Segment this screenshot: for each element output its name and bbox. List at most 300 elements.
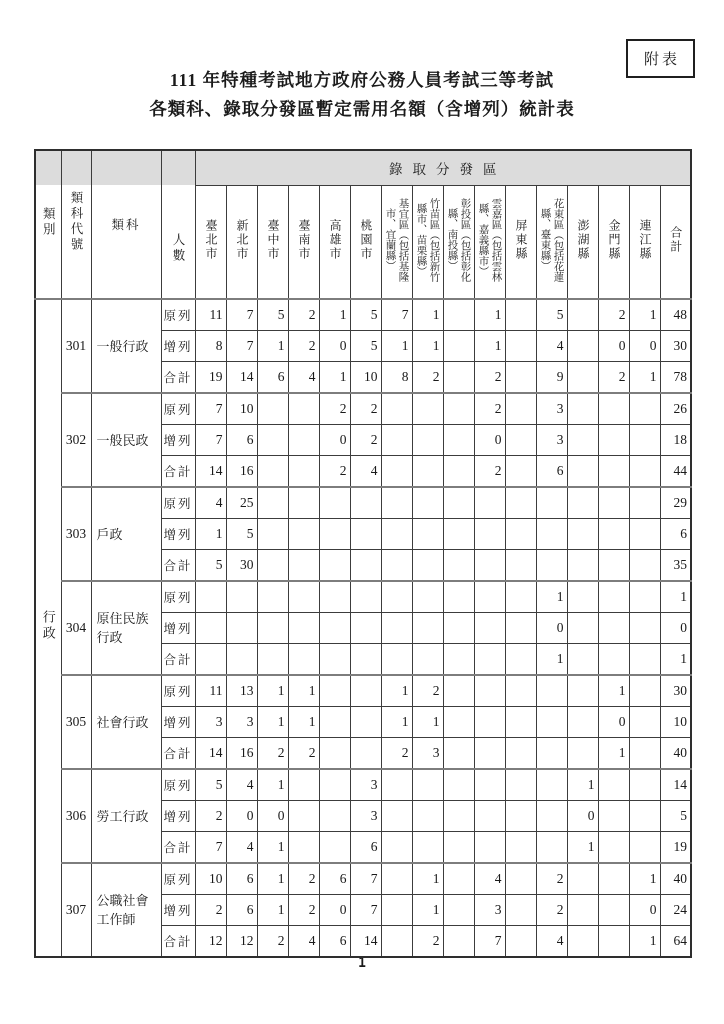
value-cell <box>319 675 350 707</box>
header-count <box>161 150 195 299</box>
region-header-12 <box>567 186 598 300</box>
value-cell <box>598 519 629 550</box>
value-cell: 10 <box>660 707 691 738</box>
value-cell <box>319 581 350 613</box>
row-label-cell: 原列 <box>161 393 195 425</box>
value-cell: 7 <box>474 926 505 958</box>
value-cell <box>598 895 629 926</box>
table-body <box>35 299 691 957</box>
value-cell <box>598 613 629 644</box>
table-row <box>35 299 691 331</box>
region-header-label: 基宜區（包括基隆市、宜蘭縣） <box>384 197 409 282</box>
value-cell: 3 <box>474 895 505 926</box>
region-header-label: 彰投區（包括彰化縣、南投縣） <box>446 197 471 282</box>
value-cell: 1 <box>629 863 660 895</box>
value-cell: 1 <box>257 863 288 895</box>
value-cell <box>257 393 288 425</box>
value-cell: 30 <box>660 331 691 362</box>
value-cell: 6 <box>226 425 257 456</box>
value-cell <box>505 299 536 331</box>
value-cell: 1 <box>257 895 288 926</box>
value-cell <box>288 550 319 582</box>
value-cell <box>319 519 350 550</box>
value-cell: 1 <box>288 707 319 738</box>
value-cell: 1 <box>257 769 288 801</box>
value-cell <box>412 581 443 613</box>
value-cell: 7 <box>350 895 381 926</box>
value-cell: 1 <box>381 331 412 362</box>
value-cell <box>257 644 288 676</box>
region-header-label: 連江縣 <box>638 218 652 261</box>
value-cell: 5 <box>257 299 288 331</box>
value-cell <box>381 550 412 582</box>
value-cell <box>381 863 412 895</box>
value-cell <box>288 487 319 519</box>
value-cell <box>288 769 319 801</box>
region-header-13 <box>598 186 629 300</box>
value-cell <box>257 519 288 550</box>
value-cell <box>443 832 474 864</box>
value-cell: 2 <box>536 895 567 926</box>
value-cell <box>226 581 257 613</box>
value-cell: 7 <box>195 832 226 864</box>
value-cell: 1 <box>412 331 443 362</box>
value-cell <box>567 487 598 519</box>
value-cell <box>381 519 412 550</box>
title-line-2: 各類科、錄取分發區暫定需用名額（含增列）統計表 <box>149 99 575 119</box>
value-cell <box>412 644 443 676</box>
table-row <box>35 769 691 801</box>
value-cell: 3 <box>226 707 257 738</box>
region-header-label: 臺中市 <box>266 218 280 261</box>
value-cell <box>443 707 474 738</box>
value-cell <box>629 393 660 425</box>
value-cell <box>195 581 226 613</box>
value-cell: 2 <box>474 456 505 488</box>
value-cell <box>598 487 629 519</box>
value-cell <box>350 675 381 707</box>
value-cell: 1 <box>381 707 412 738</box>
category-label: 行政 <box>40 610 56 642</box>
value-cell <box>474 581 505 613</box>
header-category <box>35 150 61 299</box>
value-cell <box>567 519 598 550</box>
header-region-span <box>195 150 691 186</box>
value-cell: 14 <box>195 738 226 770</box>
region-header-5 <box>350 186 381 300</box>
page-number: 1 <box>358 956 366 971</box>
value-cell <box>257 425 288 456</box>
value-cell: 19 <box>195 362 226 394</box>
value-cell: 1 <box>598 738 629 770</box>
value-cell: 11 <box>195 299 226 331</box>
value-cell <box>505 675 536 707</box>
value-cell: 6 <box>319 926 350 958</box>
value-cell <box>257 456 288 488</box>
header-region-span-label: 錄取分發區 <box>389 162 507 177</box>
table-row <box>35 393 691 425</box>
region-header-9 <box>474 186 505 300</box>
value-cell: 30 <box>660 675 691 707</box>
region-header-6 <box>381 186 412 300</box>
region-header-label: 金門縣 <box>607 218 621 261</box>
value-cell: 2 <box>474 393 505 425</box>
value-cell: 64 <box>660 926 691 958</box>
row-label-cell: 增列 <box>161 331 195 362</box>
value-cell <box>505 519 536 550</box>
value-cell: 40 <box>660 863 691 895</box>
value-cell: 5 <box>660 801 691 832</box>
value-cell <box>257 613 288 644</box>
value-cell <box>195 613 226 644</box>
value-cell: 5 <box>350 331 381 362</box>
value-cell <box>567 456 598 488</box>
value-cell <box>474 801 505 832</box>
value-cell: 6 <box>319 863 350 895</box>
value-cell: 0 <box>257 801 288 832</box>
value-cell <box>319 707 350 738</box>
value-cell: 3 <box>350 769 381 801</box>
value-cell <box>567 926 598 958</box>
value-cell <box>505 863 536 895</box>
value-cell: 6 <box>226 895 257 926</box>
value-cell: 12 <box>226 926 257 958</box>
value-cell <box>350 550 381 582</box>
row-label-cell: 合計 <box>161 550 195 582</box>
value-cell <box>629 832 660 864</box>
value-cell <box>474 832 505 864</box>
value-cell <box>350 487 381 519</box>
value-cell <box>629 769 660 801</box>
value-cell: 29 <box>660 487 691 519</box>
value-cell <box>598 832 629 864</box>
value-cell: 7 <box>195 425 226 456</box>
row-label-cell: 原列 <box>161 581 195 613</box>
value-cell: 2 <box>412 675 443 707</box>
value-cell <box>598 769 629 801</box>
value-cell: 0 <box>598 707 629 738</box>
header-code-label: 類科代號 <box>69 191 83 253</box>
value-cell: 7 <box>381 299 412 331</box>
value-cell <box>443 769 474 801</box>
value-cell: 2 <box>195 895 226 926</box>
value-cell: 5 <box>226 519 257 550</box>
value-cell: 0 <box>629 895 660 926</box>
value-cell <box>629 738 660 770</box>
value-cell <box>536 550 567 582</box>
value-cell: 12 <box>195 926 226 958</box>
value-cell: 0 <box>598 331 629 362</box>
value-cell <box>443 863 474 895</box>
value-cell: 2 <box>598 299 629 331</box>
header-subject <box>91 150 161 299</box>
value-cell: 4 <box>226 832 257 864</box>
code-cell: 302 <box>61 393 91 487</box>
value-cell <box>474 644 505 676</box>
value-cell <box>381 456 412 488</box>
value-cell <box>598 550 629 582</box>
value-cell: 44 <box>660 456 691 488</box>
value-cell <box>443 738 474 770</box>
value-cell <box>381 581 412 613</box>
row-label-cell: 原列 <box>161 487 195 519</box>
value-cell <box>443 299 474 331</box>
value-cell <box>319 487 350 519</box>
value-cell: 10 <box>350 362 381 394</box>
region-header-2 <box>257 186 288 300</box>
value-cell: 4 <box>226 769 257 801</box>
value-cell <box>505 707 536 738</box>
value-cell: 6 <box>257 362 288 394</box>
value-cell <box>412 456 443 488</box>
value-cell <box>505 832 536 864</box>
region-header-label: 臺南市 <box>297 218 311 261</box>
region-header-label: 高雄市 <box>328 218 342 261</box>
value-cell: 1 <box>412 707 443 738</box>
value-cell <box>536 801 567 832</box>
value-cell <box>443 425 474 456</box>
value-cell: 3 <box>536 425 567 456</box>
value-cell: 7 <box>195 393 226 425</box>
subject-cell: 一般民政 <box>91 393 161 487</box>
value-cell <box>567 738 598 770</box>
value-cell <box>505 393 536 425</box>
value-cell <box>319 769 350 801</box>
value-cell <box>319 644 350 676</box>
value-cell <box>629 581 660 613</box>
value-cell: 14 <box>195 456 226 488</box>
value-cell <box>505 769 536 801</box>
value-cell: 2 <box>412 926 443 958</box>
value-cell <box>598 581 629 613</box>
subject-cell: 原住民族行政 <box>91 581 161 675</box>
code-cell: 305 <box>61 675 91 769</box>
table-row <box>35 863 691 895</box>
value-cell <box>567 613 598 644</box>
code-cell: 301 <box>61 299 91 393</box>
value-cell <box>567 299 598 331</box>
value-cell <box>536 738 567 770</box>
subject-cell: 勞工行政 <box>91 769 161 863</box>
value-cell <box>474 550 505 582</box>
value-cell: 1 <box>412 299 443 331</box>
region-header-label: 雲嘉區（包括雲林縣、嘉義縣市） <box>477 197 502 282</box>
region-header-label: 屏東縣 <box>514 218 528 261</box>
value-cell <box>567 393 598 425</box>
value-cell <box>505 801 536 832</box>
value-cell <box>474 707 505 738</box>
value-cell: 2 <box>288 895 319 926</box>
value-cell: 7 <box>350 863 381 895</box>
value-cell <box>288 613 319 644</box>
value-cell <box>505 926 536 958</box>
value-cell: 8 <box>195 331 226 362</box>
table-row <box>35 487 691 519</box>
value-cell: 2 <box>412 362 443 394</box>
value-cell <box>381 926 412 958</box>
value-cell <box>567 362 598 394</box>
value-cell: 2 <box>536 863 567 895</box>
value-cell: 13 <box>226 675 257 707</box>
value-cell: 2 <box>350 393 381 425</box>
row-label-cell: 增列 <box>161 613 195 644</box>
value-cell <box>474 738 505 770</box>
value-cell: 0 <box>567 801 598 832</box>
value-cell: 5 <box>536 299 567 331</box>
value-cell <box>567 331 598 362</box>
value-cell: 1 <box>319 362 350 394</box>
value-cell <box>567 863 598 895</box>
row-label-cell: 合計 <box>161 738 195 770</box>
row-label-cell: 增列 <box>161 895 195 926</box>
value-cell <box>474 487 505 519</box>
value-cell: 1 <box>660 581 691 613</box>
value-cell <box>629 519 660 550</box>
value-cell: 14 <box>226 362 257 394</box>
value-cell <box>381 425 412 456</box>
value-cell <box>443 801 474 832</box>
value-cell <box>536 675 567 707</box>
row-label-cell: 合計 <box>161 926 195 958</box>
value-cell: 1 <box>474 331 505 362</box>
value-cell: 2 <box>288 738 319 770</box>
value-cell <box>505 613 536 644</box>
value-cell <box>567 550 598 582</box>
row-label-cell: 合計 <box>161 832 195 864</box>
value-cell: 4 <box>474 863 505 895</box>
value-cell: 14 <box>350 926 381 958</box>
value-cell <box>598 425 629 456</box>
value-cell <box>598 644 629 676</box>
value-cell <box>505 456 536 488</box>
subject-cell: 一般行政 <box>91 299 161 393</box>
value-cell <box>412 801 443 832</box>
region-header-1 <box>226 186 257 300</box>
value-cell <box>443 895 474 926</box>
value-cell <box>350 738 381 770</box>
value-cell <box>257 550 288 582</box>
value-cell: 11 <box>195 675 226 707</box>
value-cell: 0 <box>660 613 691 644</box>
value-cell: 1 <box>412 895 443 926</box>
value-cell: 1 <box>474 299 505 331</box>
value-cell <box>412 393 443 425</box>
row-label-cell: 增列 <box>161 707 195 738</box>
header-code <box>61 150 91 299</box>
value-cell <box>381 644 412 676</box>
table-row <box>35 675 691 707</box>
row-label-cell: 合計 <box>161 644 195 676</box>
code-cell: 303 <box>61 487 91 581</box>
value-cell <box>319 832 350 864</box>
value-cell <box>226 613 257 644</box>
value-cell <box>257 581 288 613</box>
value-cell <box>474 675 505 707</box>
region-header-label: 桃園市 <box>359 218 373 261</box>
value-cell <box>536 519 567 550</box>
value-cell <box>288 644 319 676</box>
value-cell <box>629 675 660 707</box>
value-cell: 1 <box>257 675 288 707</box>
value-cell <box>319 738 350 770</box>
value-cell: 2 <box>381 738 412 770</box>
value-cell <box>381 393 412 425</box>
value-cell <box>505 331 536 362</box>
value-cell: 1 <box>195 519 226 550</box>
value-cell: 30 <box>226 550 257 582</box>
region-header-label: 竹苗區（包括新竹縣市、苗栗縣） <box>415 197 440 282</box>
value-cell: 2 <box>474 362 505 394</box>
value-cell <box>474 769 505 801</box>
value-cell: 2 <box>288 331 319 362</box>
value-cell <box>505 550 536 582</box>
value-cell: 3 <box>350 801 381 832</box>
value-cell: 6 <box>536 456 567 488</box>
value-cell: 3 <box>412 738 443 770</box>
value-cell <box>350 644 381 676</box>
region-header-15 <box>660 186 691 300</box>
value-cell <box>412 519 443 550</box>
value-cell: 10 <box>195 863 226 895</box>
value-cell <box>629 487 660 519</box>
subject-cell: 社會行政 <box>91 675 161 769</box>
value-cell: 14 <box>660 769 691 801</box>
value-cell <box>598 926 629 958</box>
value-cell <box>319 550 350 582</box>
header-count-label: 人數 <box>171 232 185 264</box>
value-cell: 1 <box>629 926 660 958</box>
value-cell <box>195 644 226 676</box>
value-cell <box>536 487 567 519</box>
row-label-cell: 原列 <box>161 769 195 801</box>
value-cell: 1 <box>536 581 567 613</box>
value-cell <box>598 801 629 832</box>
value-cell: 16 <box>226 738 257 770</box>
row-label-cell: 原列 <box>161 675 195 707</box>
value-cell <box>629 801 660 832</box>
value-cell <box>412 832 443 864</box>
region-header-7 <box>412 186 443 300</box>
region-header-label: 合計 <box>668 225 683 254</box>
value-cell <box>598 456 629 488</box>
region-header-3 <box>288 186 319 300</box>
value-cell: 1 <box>257 707 288 738</box>
value-cell: 18 <box>660 425 691 456</box>
title-line-1: 111 年特種考試地方政府公務人員考試三等考試 <box>169 70 555 90</box>
value-cell <box>319 613 350 644</box>
value-cell: 2 <box>288 863 319 895</box>
value-cell: 2 <box>195 801 226 832</box>
value-cell: 10 <box>226 393 257 425</box>
value-cell <box>505 425 536 456</box>
value-cell <box>536 769 567 801</box>
value-cell: 1 <box>567 769 598 801</box>
appendix-tag-label: 附表 <box>643 52 680 68</box>
value-cell: 1 <box>288 675 319 707</box>
value-cell: 5 <box>195 550 226 582</box>
value-cell <box>412 613 443 644</box>
document-title <box>0 66 724 124</box>
value-cell <box>412 769 443 801</box>
value-cell <box>505 738 536 770</box>
value-cell: 0 <box>629 331 660 362</box>
value-cell: 0 <box>319 425 350 456</box>
value-cell <box>443 644 474 676</box>
value-cell <box>443 926 474 958</box>
value-cell: 4 <box>195 487 226 519</box>
value-cell <box>536 832 567 864</box>
value-cell: 0 <box>536 613 567 644</box>
